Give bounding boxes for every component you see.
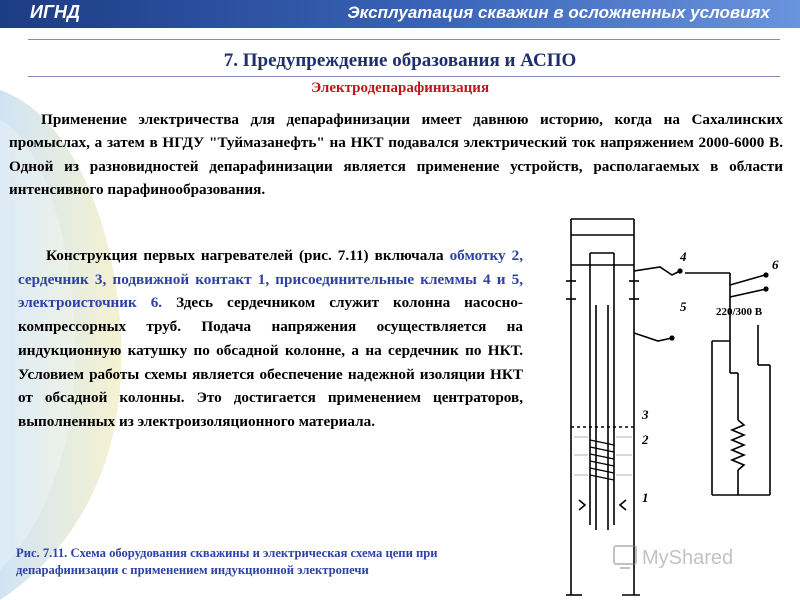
construction-components: обмотку 2, сердечник 3, подвижной контакт 1, присоединительные клеммы 4 и 5, электроисточник 6. bbox=[18, 247, 523, 312]
voltage-label: 220/300 В bbox=[716, 306, 763, 318]
label-power-source: 6 bbox=[772, 257, 779, 272]
terminal-5-dot bbox=[669, 335, 674, 340]
watermark-icon bbox=[614, 546, 636, 564]
power-terminal-bottom bbox=[763, 286, 768, 291]
label-terminal-4: 4 bbox=[680, 249, 687, 264]
terminal-4-dot bbox=[677, 268, 682, 273]
section-subtitle: Электродепарафинизация bbox=[310, 80, 490, 96]
label-core: 3 bbox=[642, 407, 649, 422]
title-divider bbox=[28, 76, 780, 77]
contact-left-spring bbox=[579, 500, 585, 510]
figure-caption: Рис. 7.11. Схема оборудования скважины и электрическая схема цепи при депарафинизации с применением индукционной электропечи bbox=[16, 546, 438, 577]
watermark-logo bbox=[612, 538, 782, 574]
header-divider bbox=[28, 39, 780, 40]
contact-right-spring bbox=[620, 500, 626, 510]
intro-paragraph: Применение электричества для депарафинизации имеет давнюю историю, когда на Сахалинских промыслах, а затем в НГДУ "Туймазанефть" на НКТ подавался электрический ток напряжением 2000-6000 В. Одной из разновидностей депарафинизации является применение устройств, располагаемых в области интенсивного парафинообразования. bbox=[9, 111, 783, 199]
induction-coil bbox=[732, 420, 744, 470]
label-contact: 1 bbox=[642, 490, 649, 505]
header-org-label: ИГНД bbox=[30, 2, 80, 22]
header-course-title: Эксплуатация скважин в осложненных условиях bbox=[347, 3, 770, 22]
terminal-5-lead bbox=[634, 333, 672, 341]
label-terminal-5: 5 bbox=[680, 299, 687, 314]
header-bar bbox=[0, 0, 800, 28]
construction-paragraph bbox=[18, 244, 523, 434]
label-winding: 2 bbox=[642, 432, 649, 447]
winding-coil bbox=[590, 440, 614, 480]
construction-details: Здесь сердечником служит колонна насосно-компрессорных труб. Подача напряжения осуществляется на индукционную катушку по обсадной колонне, а на сердечник по НКТ. Условием работы схемы является обеспечение надежной изоляции НКТ от обсадной колонны. Это достигается применением центраторов, выполненных из электроизоляционного материала. bbox=[18, 294, 523, 430]
watermark-brand: MyShared bbox=[642, 547, 734, 569]
power-terminal-top bbox=[763, 272, 768, 277]
construction-intro: Конструкция первых нагревателей (рис. 7.11) включала bbox=[46, 247, 450, 264]
terminal-4-lead bbox=[634, 267, 680, 275]
section-title: 7. Предупреждение образования и АСПО bbox=[223, 50, 577, 71]
